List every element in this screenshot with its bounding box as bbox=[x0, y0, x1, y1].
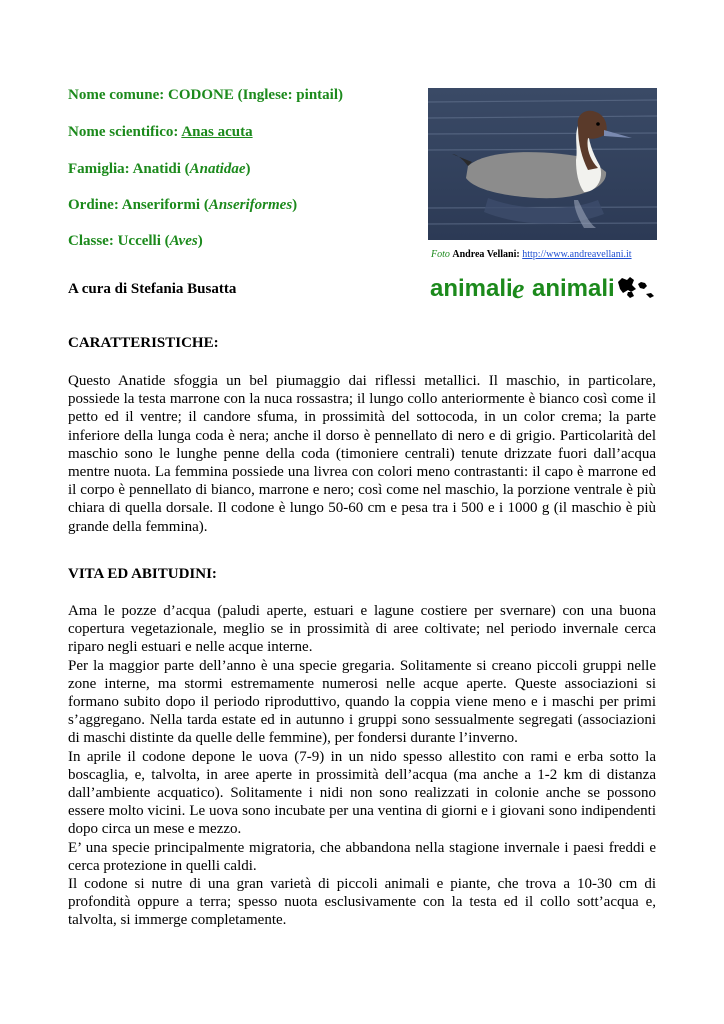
family: Famiglia: Anatidi (Anatidae) bbox=[68, 161, 251, 177]
photographer-link[interactable]: http://www.andreavellani.it bbox=[522, 249, 632, 260]
vita-text bbox=[68, 602, 656, 930]
svg-text:animali: animali bbox=[532, 275, 615, 302]
animali-e-animali-logo bbox=[428, 268, 658, 308]
vita-paragraph-3: In aprile il codone depone le uova (7-9) in un nido spesso allestito con rami e erba sotto la boscaglia, e, talvolta, in aree aperte in prossimità dell’acqua (ma anche a 1-2 km di distanza dall’ambiente acquatico). Solitamente i nidi non sono realizzati in colonie anche se possono essere molto vicini. Le uova sono incubate per una ventina di giorni e i giovani sono indipendenti dopo circa un mese e mezzo. bbox=[68, 748, 656, 838]
section-title-vita: VITA ED ABITUDINI: bbox=[68, 566, 217, 582]
vita-paragraph-1: Ama le pozze d’acqua (paludi aperte, estuari e lagune costiere per svernare) con una buona copertura vegetazionale, meglio se in prossimità di aree coltivate; nel periodo invernale cerca riparo negli estuari e nelle acque interne. bbox=[68, 603, 656, 656]
svg-text:animali: animali bbox=[430, 275, 513, 302]
order: Ordine: Anseriformi (Anseriformes) bbox=[68, 197, 298, 213]
svg-text:e: e bbox=[512, 274, 525, 305]
scientific-name-link[interactable]: Anas acuta bbox=[181, 124, 253, 140]
vita-paragraph-5: Il codone si nutre di una gran varietà di piccoli animali e piante, che trova a 10-30 cm di profondità oppure a terra; spesso nuota esclusivamente con la testa ed il collo sott’acqua e, talvolta, si immerge completamente. bbox=[68, 876, 656, 929]
author-line: A cura di Stefania Busatta bbox=[68, 281, 237, 297]
vita-paragraph-4: E’ una specie principalmente migratoria, che abbandona nella stagione invernale i paesi freddi e cerca protezione in quelli caldi. bbox=[68, 839, 656, 874]
caratteristiche-text bbox=[68, 372, 656, 536]
common-name: Nome comune: CODONE (Inglese: pintail) bbox=[68, 87, 343, 103]
class: Classe: Uccelli (Aves) bbox=[68, 233, 203, 249]
scientific-name: Nome scientifico: Anas acuta bbox=[68, 124, 253, 140]
pintail-duck-photo bbox=[428, 88, 657, 240]
caratteristiche-paragraph: Questo Anatide sfoggia un bel piumaggio dai riflessi metallici. Il maschio, in particolare, possiede la testa marrone con la nuca rossastra; il lungo collo anteriormente è bianco così come il petto ed il ventre; il candore sfuma, in prossimità del sottocoda, in un color crema; la parte inferiore della lunga coda è nera; anche il dorso è pennellato di nero e di grigio. Particolarità del maschio sono le lunghe penne della coda (timoniere centrali) tenute drizzate fuori dall’acqua mentre nuota. La femmina possiede una livrea con colori meno contrastanti: il capo è marrone ed il corpo è pennellato di bianco, marrone e nero; così come nel maschio, la porzione ventrale è più chiara di quella dorsale. Il codone è lungo 50-60 cm e pesa tra i 500 e i 1000 g (il maschio è più grande della femmina). bbox=[68, 373, 656, 535]
photo-caption: Foto Andrea Vellani: http://www.andreavellani.it bbox=[431, 249, 632, 260]
vita-paragraph-2: Per la maggior parte dell’anno è una specie gregaria. Solitamente si creano piccoli gruppi nelle zone interne, ma stormi estremamente numerosi nelle acque aperte. Queste associazioni si formano subito dopo il periodo riproduttivo, quando la coppia viene meno e i maschi per primi s’aggregano. Nella tarda estate ed in autunno i gruppi sono sessualmente segregati (associazioni di maschi distinte da quelle delle femmine), per fondersi durante l’inverno. bbox=[68, 657, 656, 747]
section-title-caratteristiche: CARATTERISTICHE: bbox=[68, 335, 219, 351]
